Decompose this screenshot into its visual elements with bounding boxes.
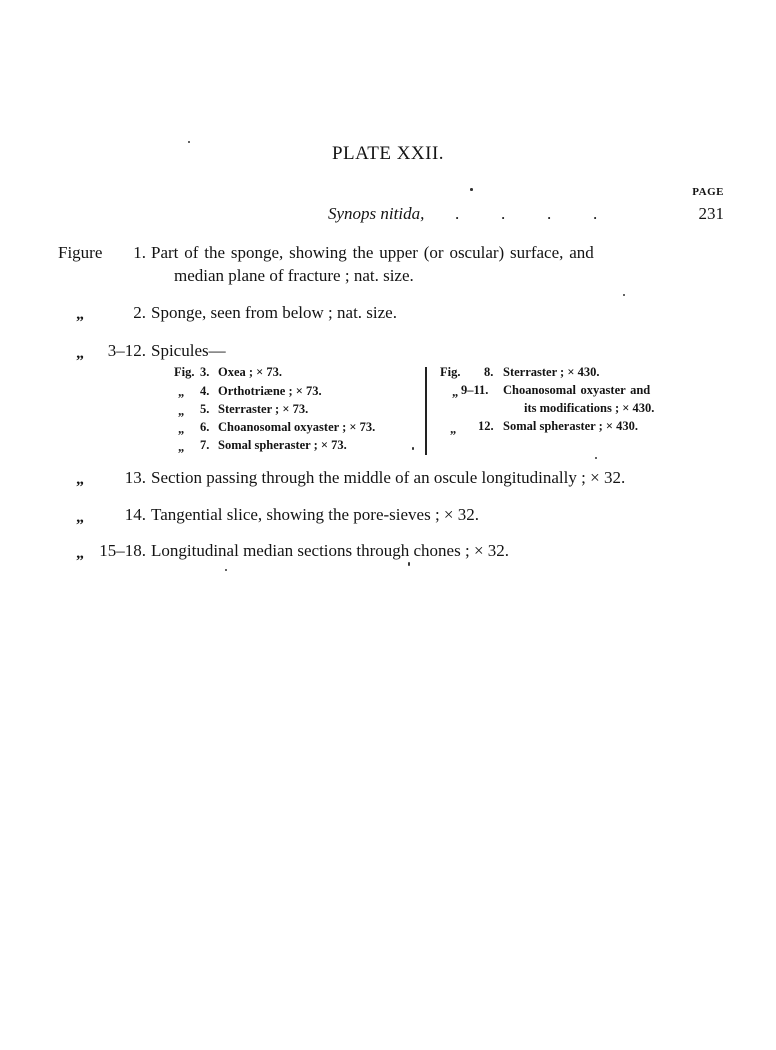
species-name: Synops nitida, bbox=[328, 204, 425, 223]
entry-number: 15–18. bbox=[99, 541, 146, 560]
sub-text: Somal spheraster ; × 430. bbox=[503, 419, 639, 433]
sub-text: Somal spheraster ; × 73. bbox=[218, 438, 347, 452]
sub-number: 7. bbox=[200, 438, 210, 452]
plate-title: PLATE XXII. bbox=[331, 143, 445, 164]
sub-number: 8. bbox=[484, 365, 494, 379]
entry-text: Tangential slice, showing the pore-sieves ; × 32. bbox=[151, 505, 480, 524]
sub-prefix: „ bbox=[178, 385, 185, 399]
entry-number: 13. bbox=[124, 468, 146, 487]
sub-number: 6. bbox=[200, 420, 210, 434]
sub-number: 5. bbox=[200, 402, 210, 416]
ditto-mark: „ bbox=[76, 345, 84, 362]
ditto-mark: „ bbox=[76, 306, 84, 323]
sub-text: Sterraster ; × 430. bbox=[503, 365, 600, 379]
leader-dot: . bbox=[547, 204, 552, 223]
sub-text: Sterraster ; × 73. bbox=[218, 402, 309, 416]
sub-number: 9–11. bbox=[461, 383, 489, 397]
ditto-mark: „ bbox=[76, 509, 84, 526]
entry-number: 3–12. bbox=[107, 341, 146, 360]
sub-prefix: Fig. bbox=[174, 365, 195, 379]
print-speck bbox=[470, 188, 473, 191]
print-speck bbox=[225, 569, 227, 571]
leader-dot: . bbox=[593, 204, 598, 223]
sub-prefix: „ bbox=[178, 440, 185, 454]
sub-number: 12. bbox=[478, 419, 494, 433]
sub-text: Choanosomal oxyaster ; × 73. bbox=[218, 420, 376, 434]
print-speck bbox=[412, 447, 414, 450]
print-speck bbox=[408, 562, 410, 566]
entry-text: Sponge, seen from below ; nat. size. bbox=[151, 303, 397, 322]
sub-prefix: Fig. bbox=[440, 365, 461, 379]
entry-number: 14. bbox=[124, 505, 146, 524]
sub-text: Choanosomal oxyaster and bbox=[503, 383, 651, 397]
entry-text-continued: median plane of fracture ; nat. size. bbox=[174, 266, 414, 285]
print-speck bbox=[188, 141, 190, 143]
sub-prefix: „ bbox=[178, 404, 185, 418]
ditto-mark: „ bbox=[76, 545, 84, 562]
entry-text: Part of the sponge, showing the upper (or oscular) surface, and bbox=[151, 243, 594, 262]
leader-dot: . bbox=[455, 204, 460, 223]
entry-number: 2. bbox=[133, 303, 146, 322]
sub-number: 3. bbox=[200, 365, 210, 379]
leader-dots bbox=[455, 204, 639, 224]
sub-prefix: „ bbox=[452, 385, 459, 399]
sub-prefix: „ bbox=[450, 422, 457, 436]
sub-text: Orthotriæne ; × 73. bbox=[218, 384, 322, 398]
leader-dot: . bbox=[501, 204, 506, 223]
column-divider bbox=[425, 367, 427, 455]
print-speck bbox=[595, 457, 597, 459]
ditto-mark: „ bbox=[76, 471, 84, 488]
sub-text-continued: its modifications ; × 430. bbox=[524, 401, 655, 415]
page-number: 231 bbox=[698, 204, 724, 223]
sub-prefix: „ bbox=[178, 422, 185, 436]
sub-number: 4. bbox=[200, 384, 210, 398]
figure-label: Figure bbox=[58, 243, 103, 262]
print-speck bbox=[623, 294, 625, 296]
sub-text: Oxea ; × 73. bbox=[218, 365, 283, 379]
entry-number: 1. bbox=[133, 243, 146, 262]
entry-text: Longitudinal median sections through chones ; × 32. bbox=[151, 541, 510, 560]
page-column-label: PAGE bbox=[692, 186, 724, 198]
entry-text: Spicules— bbox=[151, 341, 226, 360]
entry-text: Section passing through the middle of an oscule longitudinally ; × 32. bbox=[151, 468, 626, 487]
